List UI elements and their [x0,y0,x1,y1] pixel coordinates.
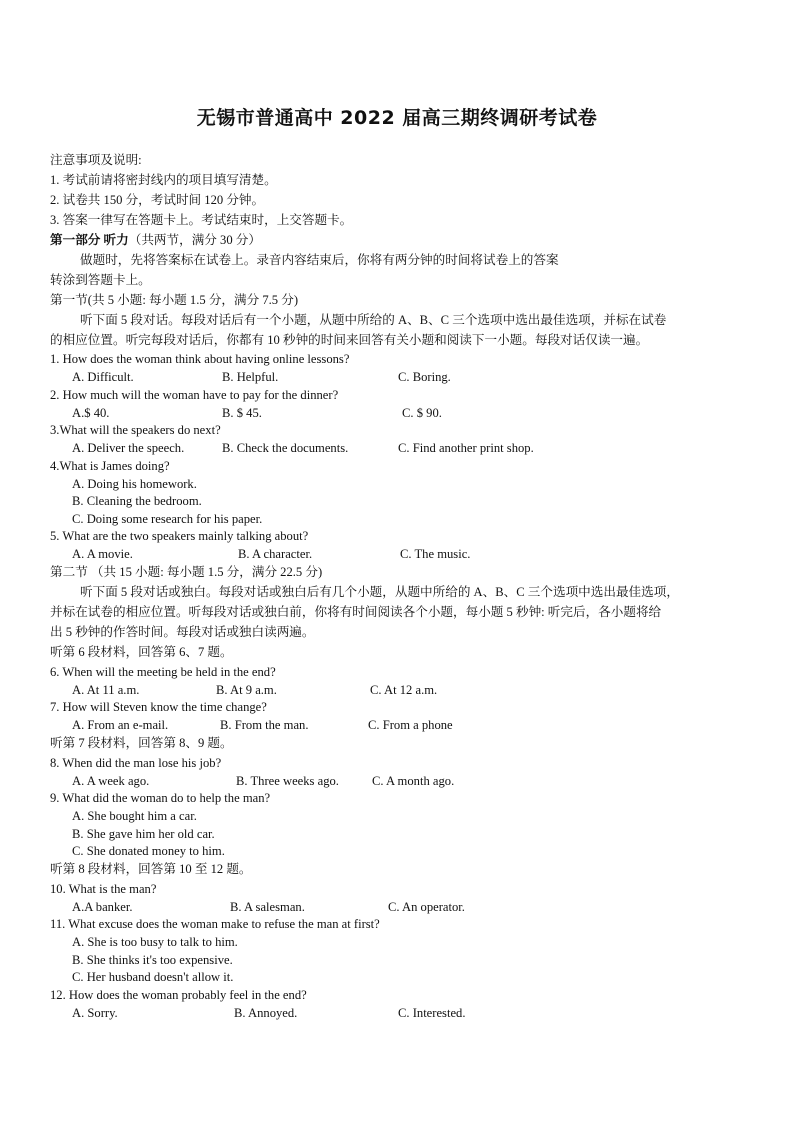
option-b: B. Annoyed. [234,1006,298,1020]
option-c: C. Interested. [398,1006,466,1020]
section2-instruction: 听下面 5 段对话或独白。每段对话或独白后有几个小题，从题中所给的 A、B、C 三个选项中选出最佳选项， [80,585,679,599]
question-stem: 4.What is James doing? [50,459,170,473]
option-b: B. A character. [238,547,313,561]
option-a: A.A banker. [72,900,133,914]
part1-heading-rest: （共两节，满分 30 分） [128,233,261,247]
part1-heading [50,232,261,248]
option-b: B. Helpful. [222,370,279,384]
option-a: A. A movie. [72,547,133,561]
question-stem: 7. How will Steven know the time change? [50,700,267,714]
question-stem: 6. When will the meeting be held in the end? [50,665,276,679]
option-b: B. A salesman. [230,900,305,914]
option-a: A. At 11 a.m. [72,683,140,697]
question-stem: 12. How does the woman probably feel in the end? [50,988,307,1002]
option-c: C. $ 90. [402,406,442,420]
option-a: A. Difficult. [72,370,134,384]
part1-intro: 做题时，先将答案标在试卷上。录音内容结束后，你将有两分钟的时间将试卷上的答案 [80,253,559,267]
question-stem: 11. What excuse does the woman make to refuse the man at first? [50,917,380,931]
option-b: B. Cleaning the bedroom. [72,494,202,508]
note-item: 2. 试卷共 150 分，考试时间 120 分钟。 [50,193,265,207]
option-b: B. She thinks it's too expensive. [72,953,233,967]
option-c: C. At 12 a.m. [370,683,438,697]
option-b: B. She gave him her old car. [72,827,215,841]
option-b: B. Check the documents. [222,441,349,455]
option-c: C. Boring. [398,370,451,384]
question-stem: 5. What are the two speakers mainly talking about? [50,529,309,543]
option-c: C. An operator. [388,900,465,914]
option-b: B. Three weeks ago. [236,774,339,788]
section1-instruction: 的相应位置。听完每段对话后，你都有 10 秒钟的时间来回答有关小题和阅读下一小题。每段对话仅读一遍。 [50,333,649,347]
material-header: 听第 8 段材料，回答第 10 至 12 题。 [50,862,252,876]
option-c: C. Find another print shop. [398,441,534,455]
option-a: A. Doing his homework. [72,477,197,491]
option-b: B. $ 45. [222,406,262,420]
option-a: A. A week ago. [72,774,150,788]
note-item: 1. 考试前请将密封线内的项目填写清楚。 [50,173,277,187]
option-c: C. The music. [400,547,471,561]
section1-heading: 第一节(共 5 小题: 每小题 1.5 分，满分 7.5 分) [50,293,299,307]
question-stem: 3.What will the speakers do next? [50,423,221,437]
option-c: C. A month ago. [372,774,455,788]
option-a: A. From an e-mail. [72,718,169,732]
notes-header: 注意事项及说明: [50,153,142,167]
material-header: 听第 6 段材料，回答第 6、7 题。 [50,645,233,659]
option-c: C. From a phone [368,718,453,732]
option-a: A.$ 40. [72,406,110,420]
exam-title: 无锡市普通高中 2022 届高三期终调研考试卷 [196,107,598,129]
question-stem: 10. What is the man? [50,882,157,896]
section2-heading: 第二节 （共 15 小题: 每小题 1.5 分，满分 22.5 分) [50,565,323,579]
part1-heading-bold: 第一部分 听力 [50,233,129,247]
option-b: B. At 9 a.m. [216,683,277,697]
option-a: A. She is too busy to talk to him. [72,935,238,949]
note-item: 3. 答案一律写在答题卡上。考试结束时，上交答题卡。 [50,213,353,227]
option-c: C. She donated money to him. [72,844,225,858]
question-stem: 8. When did the man lose his job? [50,756,222,770]
section2-instruction: 出 5 秒钟的作答时间。每段对话或独白读两遍。 [50,625,315,639]
part1-intro: 转涂到答题卡上。 [50,273,151,287]
section1-instruction: 听下面 5 段对话。每段对话后有一个小题，从题中所给的 A、B、C 三个选项中选出最佳选项，并标在试卷 [80,313,667,327]
option-a: A. Sorry. [72,1006,118,1020]
question-stem: 9. What did the woman do to help the man? [50,791,271,805]
option-c: C. Doing some research for his paper. [72,512,263,526]
section2-instruction: 并标在试卷的相应位置。听每段对话或独白前，你将有时间阅读各个小题，每小题 5 秒钟: 听完后，各小题将给 [50,605,662,619]
question-stem: 1. How does the woman think about having online lessons? [50,352,350,366]
option-a: A. Deliver the speech. [72,441,185,455]
option-c: C. Her husband doesn't allow it. [72,970,234,984]
question-stem: 2. How much will the woman have to pay for the dinner? [50,388,339,402]
option-a: A. She bought him a car. [72,809,197,823]
option-b: B. From the man. [220,718,309,732]
material-header: 听第 7 段材料，回答第 8、9 题。 [50,736,233,750]
